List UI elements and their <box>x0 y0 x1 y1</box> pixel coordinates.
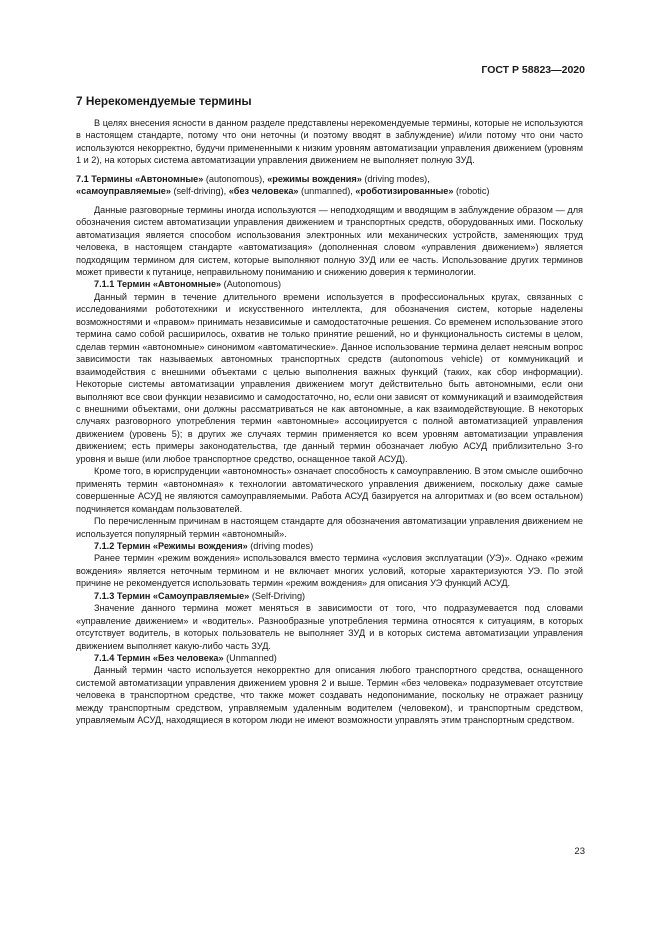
subsection-7-1-4-title-en: (Unmanned) <box>223 653 277 664</box>
page-content <box>76 94 583 727</box>
subsection-7-1-1-title: 7.1.1 Термин «Автономные» <box>94 279 222 290</box>
subsection-7-1-3-paragraph-1: Значение данного термина может меняться в зависимости от того, что подразумевается под словами «управление движением» и «водитель». Разнообразные употребления термина относятся к ситуациям, в которых отсутствует водитель, в которых пользователь не выполняет ЗУД и в которых система автоматизации управления движением выполняет какую-либо часть ЗУД. <box>76 603 583 651</box>
term-robotic-en: (robotic) <box>453 186 490 197</box>
subsection-7-1-1-paragraph-2: Кроме того, в юриспруденции «автономность» означает способность к самоуправлению. В этом смысле ошибочно применять термин «автономная» к технологии автоматического управления движением, поскольку даже самые совершенные АСУД не являются самоуправляемыми. Работа АСУД базируется на алгоритмах и (во всем остальном) подчиняется командам пользователей. <box>76 466 583 514</box>
subsection-7-1-2-title-en: (driving modes) <box>247 540 314 551</box>
subsection-7-1-body: Данные разговорные термины иногда используются — неподходящим и вводящим в заблуждение образом — для обозначения систем автоматизации управления движением и транспортных средств, оборудованных ими. Поскольку автоматизация является способом использования электронных или механических устройств, заменяющих труд человека, в настоящем стандарте «автоматизация» (дополненная словом «управления движением») является подходящим термином для систем, которые выполняют полную ЗУД или ее часть. Использование других терминов может привести к путанице, неправильному пониманию и снижению доверия к терминологии. <box>76 204 583 277</box>
subsection-7-1-3-title-en: (Self-Driving) <box>249 590 306 601</box>
term-self-driving-en: (self-driving), <box>170 186 229 197</box>
subsection-7-1-1-title-en: (Autonomous) <box>221 279 281 290</box>
term-autonomous-en: (autonomous), <box>203 173 268 184</box>
subsection-7-1-2-title: 7.1.2 Термин «Режимы вождения» <box>94 540 248 551</box>
subsection-7-1-3-title: 7.1.3 Термин «Самоуправляемые» <box>94 590 250 601</box>
term-driving-modes: «режимы вождения» <box>267 173 362 184</box>
term-driving-modes-en: (driving modes), <box>361 173 430 184</box>
term-robotic: «роботизированные» <box>355 186 454 197</box>
term-self-driving: «самоуправляемые» <box>76 186 171 197</box>
page-number: 23 <box>574 846 585 857</box>
subsection-7-1-heading <box>76 173 583 198</box>
subsection-7-1-4-heading <box>76 652 583 664</box>
subsection-7-1-2-heading <box>76 540 583 552</box>
subsection-7-1-4-title: 7.1.4 Термин «Без человека» <box>94 653 224 664</box>
term-autonomous: 7.1 Термины «Автономные» <box>76 173 204 184</box>
term-unmanned-en: (unmanned), <box>298 186 356 197</box>
subsection-7-1-2-paragraph-1: Ранее термин «режим вождения» использовался вместо термина «условия эксплуатации (УЭ)». Однако «режим вождения» является неточным термином и не включает многих условий, которые характеризуются УЭ. По этой причине не рекомендуется использовать термин «режим вождения» для описания УЭ функций АСУД. <box>76 553 583 589</box>
subsection-7-1-4-paragraph-1: Данный термин часто используется некорректно для описания любого транспортного средства, оснащенного системой автоматизации управления движением уровня 2 и выше. Термин «без человека» подразумевает отсутствие человека в транспортном средстве, что также может создавать недопонимание, поскольку не отражает разницу между транспортным средством, управляемым удаленным водителем (человеком), и транспортным средством, управляемым АСУД, находящиеся в котором люди не имеют возможности управлять этим транспортным средством. <box>76 665 583 726</box>
section-intro: В целях внесения ясности в данном разделе представлены нерекомендуемые термины, которые не используются в настоящем стандарте, потому что они неточны (и поэтому вводят в заблуждение) и/или потому что они часто используются некорректно, будучи примененными к низким уровням автоматизации управления движением (уровням 1 и 2), на которых система автоматизации управления движением не выполняет полную ЗУД. <box>76 118 583 166</box>
subsection-7-1-1-paragraph-3: По перечисленным причинам в настоящем стандарте для обозначения автоматизации управления движением не используется популярный термин «автономный». <box>76 516 583 539</box>
subsection-7-1-1-heading <box>76 278 583 290</box>
subsection-7-1-3-heading <box>76 590 583 602</box>
section-title: 7 Нерекомендуемые термины <box>76 94 252 108</box>
subsection-7-1-1-paragraph-1: Данный термин в течение длительного времени используется в профессиональных кругах, связанных с исследованиями робототехники и искусственного интеллекта, для обозначения систем, которые наделены возможностями и «правом» принимать независимые и самодостаточные решения. Со временем использование этого термина само собой расширилось, охватив не только принятие решений, но и функциональность системы в целом, сделав термин «автономные» синонимом «автоматические». Данное использование термина делает неясным вопрос зависимости так называемых автономных транспортных средств (autonomous vehicle) от коммуникаций и взаимодействия с внешними объектами с целью выполнения важных функций (таких, как сбор информации). Некоторые системы автоматизации управления движением могут действительно быть автономными, если они выполняют все свои функции независимо и самодостаточно, но, если они зависят от коммуникаций и взаимодействия с внешними объектами, они должны рассматриваться не как автономные, а как взаимодействующие. В некоторых случаях разговорного употребления термин «автономные» ассоциируется с полной автоматизацией управления движением (уровень 5); в других же случаях термин применяется ко всем уровням автоматизации управления движением; есть примеры законодательства, где данный термин обозначает любую АСУД приблизительно 3-го уровня и выше (или любое транспортное средство, оснащенное такой АСУД). <box>76 291 583 464</box>
standard-number: ГОСТ Р 58823—2020 <box>481 64 585 76</box>
term-unmanned: «без человека» <box>228 186 299 197</box>
